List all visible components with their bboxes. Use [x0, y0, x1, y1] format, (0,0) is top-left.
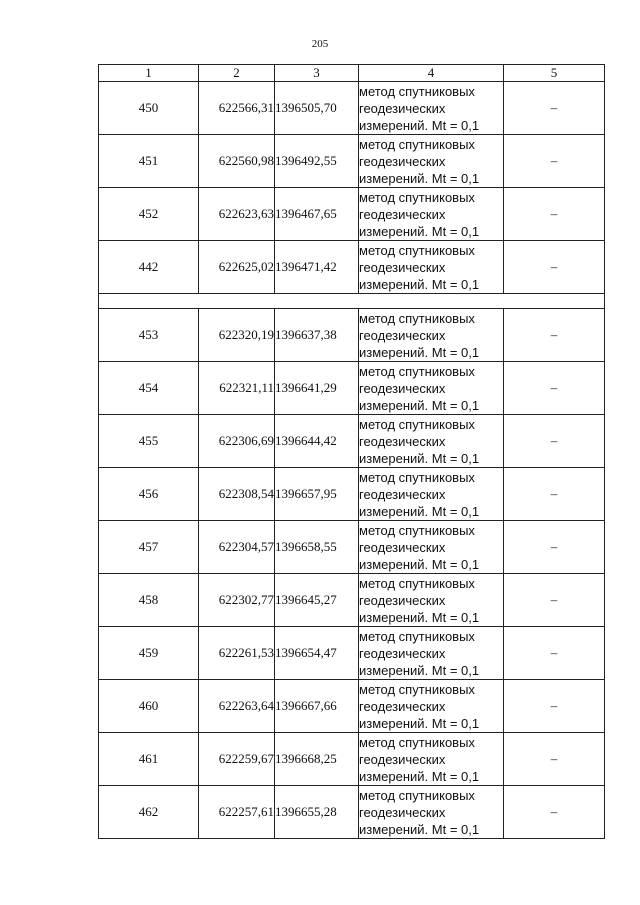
table-row — [99, 188, 605, 241]
note-cell: – — [504, 786, 605, 839]
note-cell: – — [504, 241, 605, 294]
note-cell: – — [504, 733, 605, 786]
table-row — [99, 786, 605, 839]
column-header: 5 — [504, 65, 605, 82]
method-cell: метод спутниковых геодезических измерений. Mt = 0,1 — [359, 574, 504, 627]
method-cell: метод спутниковых геодезических измерений. Mt = 0,1 — [359, 82, 504, 135]
x-coordinate-cell: 622320,19 — [199, 309, 275, 362]
note-cell: – — [504, 680, 605, 733]
method-cell: метод спутниковых геодезических измерений. Mt = 0,1 — [359, 786, 504, 839]
x-coordinate-cell: 622560,98 — [199, 135, 275, 188]
point-number-cell: 457 — [99, 521, 199, 574]
note-cell: – — [504, 521, 605, 574]
table-row — [99, 733, 605, 786]
note-cell: – — [504, 415, 605, 468]
note-cell: – — [504, 574, 605, 627]
point-number-cell: 453 — [99, 309, 199, 362]
point-number-cell: 450 — [99, 82, 199, 135]
page-number: 205 — [311, 38, 329, 50]
point-number-cell: 451 — [99, 135, 199, 188]
column-header: 2 — [199, 65, 275, 82]
note-cell: – — [504, 362, 605, 415]
point-number-cell: 454 — [99, 362, 199, 415]
method-cell: метод спутниковых геодезических измерений. Mt = 0,1 — [359, 188, 504, 241]
y-coordinate-cell: 1396667,66 — [275, 680, 359, 733]
point-number-cell: 458 — [99, 574, 199, 627]
x-coordinate-cell: 622259,67 — [199, 733, 275, 786]
y-coordinate-cell: 1396471,42 — [275, 241, 359, 294]
note-cell: – — [504, 468, 605, 521]
y-coordinate-cell: 1396657,95 — [275, 468, 359, 521]
separator-row — [99, 294, 605, 309]
y-coordinate-cell: 1396644,42 — [275, 415, 359, 468]
y-coordinate-cell: 1396658,55 — [275, 521, 359, 574]
y-coordinate-cell: 1396655,28 — [275, 786, 359, 839]
point-number-cell: 452 — [99, 188, 199, 241]
y-coordinate-cell: 1396637,38 — [275, 309, 359, 362]
y-coordinate-cell: 1396505,70 — [275, 82, 359, 135]
method-cell: метод спутниковых геодезических измерений. Mt = 0,1 — [359, 680, 504, 733]
note-cell: – — [504, 82, 605, 135]
x-coordinate-cell: 622304,57 — [199, 521, 275, 574]
x-coordinate-cell: 622625,02 — [199, 241, 275, 294]
x-coordinate-cell: 622261,53 — [199, 627, 275, 680]
method-cell: метод спутниковых геодезических измерений. Mt = 0,1 — [359, 362, 504, 415]
header-row — [99, 65, 605, 82]
table-row — [99, 680, 605, 733]
separator-cell — [99, 294, 605, 309]
x-coordinate-cell: 622623,63 — [199, 188, 275, 241]
x-coordinate-cell: 622257,61 — [199, 786, 275, 839]
y-coordinate-cell: 1396654,47 — [275, 627, 359, 680]
note-cell: – — [504, 627, 605, 680]
table-row — [99, 309, 605, 362]
method-cell: метод спутниковых геодезических измерений. Mt = 0,1 — [359, 521, 504, 574]
table-row — [99, 241, 605, 294]
x-coordinate-cell: 622566,31 — [199, 82, 275, 135]
y-coordinate-cell: 1396467,65 — [275, 188, 359, 241]
x-coordinate-cell: 622308,54 — [199, 468, 275, 521]
table-row — [99, 362, 605, 415]
table-row — [99, 82, 605, 135]
y-coordinate-cell: 1396645,27 — [275, 574, 359, 627]
method-cell: метод спутниковых геодезических измерений. Mt = 0,1 — [359, 627, 504, 680]
coordinates-table — [98, 64, 605, 839]
table-row — [99, 415, 605, 468]
method-cell: метод спутниковых геодезических измерений. Mt = 0,1 — [359, 241, 504, 294]
point-number-cell: 461 — [99, 733, 199, 786]
column-header: 1 — [99, 65, 199, 82]
table-row — [99, 574, 605, 627]
note-cell: – — [504, 309, 605, 362]
table-row — [99, 135, 605, 188]
column-header: 4 — [359, 65, 504, 82]
table-row — [99, 521, 605, 574]
method-cell: метод спутниковых геодезических измерений. Mt = 0,1 — [359, 309, 504, 362]
x-coordinate-cell: 622321,11 — [199, 362, 275, 415]
x-coordinate-cell: 622306,69 — [199, 415, 275, 468]
column-header: 3 — [275, 65, 359, 82]
note-cell: – — [504, 188, 605, 241]
point-number-cell: 442 — [99, 241, 199, 294]
y-coordinate-cell: 1396641,29 — [275, 362, 359, 415]
method-cell: метод спутниковых геодезических измерений. Mt = 0,1 — [359, 415, 504, 468]
y-coordinate-cell: 1396492,55 — [275, 135, 359, 188]
point-number-cell: 456 — [99, 468, 199, 521]
table-row — [99, 468, 605, 521]
point-number-cell: 459 — [99, 627, 199, 680]
table-row — [99, 627, 605, 680]
note-cell: – — [504, 135, 605, 188]
x-coordinate-cell: 622302,77 — [199, 574, 275, 627]
point-number-cell: 462 — [99, 786, 199, 839]
method-cell: метод спутниковых геодезических измерений. Mt = 0,1 — [359, 468, 504, 521]
method-cell: метод спутниковых геодезических измерений. Mt = 0,1 — [359, 733, 504, 786]
x-coordinate-cell: 622263,64 — [199, 680, 275, 733]
point-number-cell: 460 — [99, 680, 199, 733]
point-number-cell: 455 — [99, 415, 199, 468]
y-coordinate-cell: 1396668,25 — [275, 733, 359, 786]
method-cell: метод спутниковых геодезических измерений. Mt = 0,1 — [359, 135, 504, 188]
